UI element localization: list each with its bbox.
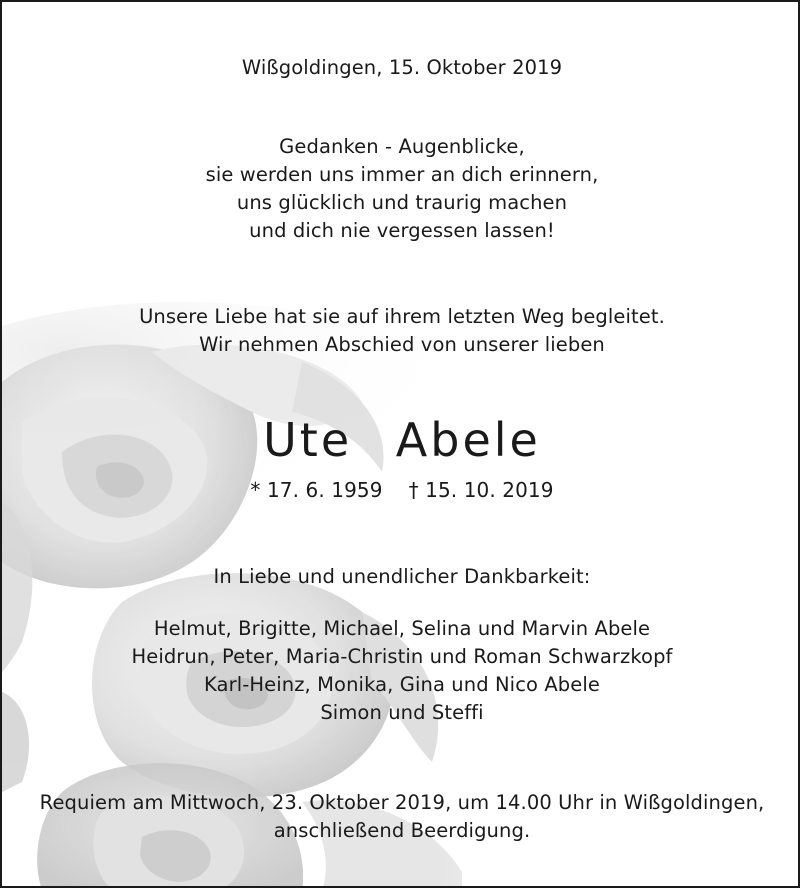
- place-date: [2, 54, 800, 82]
- thanks-line: [2, 563, 800, 591]
- birth-date: * 17. 6. 1959: [250, 478, 383, 502]
- poem-line: uns glücklich und traurig machen: [236, 191, 568, 214]
- deceased-last-name: Abele: [395, 413, 541, 467]
- deceased-first-name: Ute: [263, 413, 353, 467]
- service-line: anschließend Beerdigung.: [273, 819, 531, 842]
- mourner-line: Heidrun, Peter, Maria-Christin und Roman Schwarzkopf: [131, 645, 673, 668]
- intro-line: Wir nehmen Abschied von unserer lieben: [199, 333, 605, 356]
- poem: [2, 133, 800, 245]
- poem-line: sie werden uns immer an dich erinnern,: [205, 163, 599, 186]
- thanks-text: In Liebe und unendlicher Dankbarkeit:: [213, 565, 591, 588]
- service-info: [2, 789, 800, 845]
- intro-text: [2, 303, 800, 359]
- poem-line: Gedanken - Augenblicke,: [279, 135, 525, 158]
- deceased-name: [2, 412, 800, 468]
- mourner-line: Helmut, Brigitte, Michael, Selina und Marvin Abele: [153, 617, 651, 640]
- intro-line: Unsere Liebe hat sie auf ihrem letzten Weg begleitet.: [139, 305, 665, 328]
- life-dates: [2, 476, 800, 504]
- place-date-text: Wißgoldingen, 15. Oktober 2019: [241, 56, 563, 79]
- service-line: Requiem am Mittwoch, 23. Oktober 2019, um 14.00 Uhr in Wißgoldingen,: [39, 791, 765, 814]
- mourner-line: Karl-Heinz, Monika, Gina und Nico Abele: [204, 673, 600, 696]
- death-date: † 15. 10. 2019: [408, 478, 554, 502]
- mourner-line: Simon und Steffi: [320, 701, 484, 724]
- poem-line: und dich nie vergessen lassen!: [249, 219, 555, 242]
- mourners-list: [2, 615, 800, 727]
